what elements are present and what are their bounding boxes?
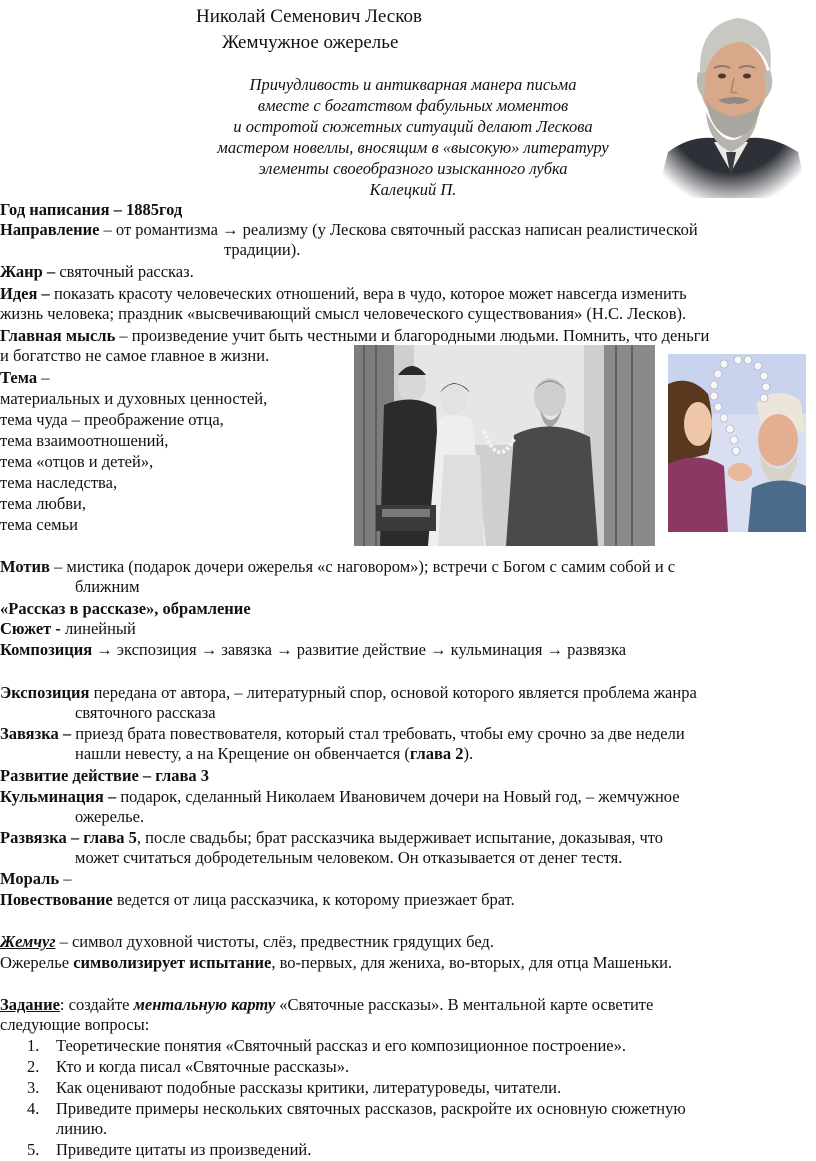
task-label: Задание bbox=[0, 995, 60, 1014]
denouement-line bbox=[0, 828, 663, 848]
genre-text: святочный рассказ. bbox=[55, 262, 194, 281]
tie-cont-end: ). bbox=[463, 744, 474, 763]
idea-label: Идея – bbox=[0, 284, 50, 303]
task-num: 4. bbox=[27, 1099, 40, 1118]
frame-line bbox=[0, 599, 251, 619]
task-text: Теоретические понятия «Святочный рассказ и его композиционное построение». bbox=[56, 1036, 626, 1055]
genre-line bbox=[0, 262, 194, 282]
motif-line bbox=[0, 557, 675, 577]
main-idea-text: – произведение учит быть честными и благородными людьми. Помнить, что деньги bbox=[115, 326, 710, 345]
year-text: Год написания – 1885год bbox=[0, 200, 183, 219]
theme-item: материальных и духовных ценностей, bbox=[0, 389, 268, 408]
author-portrait bbox=[648, 2, 814, 198]
task-mindmap: ментальную карту bbox=[133, 995, 276, 1014]
task-num: 5. bbox=[27, 1140, 40, 1159]
epigraph-line: вместе с богатством фабульных моментов bbox=[257, 96, 569, 115]
exposition-text: передана от автора, – литературный спор, основой которого является проблема жанра bbox=[89, 683, 697, 702]
moral-line bbox=[0, 869, 72, 889]
narration-label: Повествование bbox=[0, 890, 113, 909]
main-idea-cont: и богатство не самое главное в жизни. bbox=[0, 346, 270, 365]
climax-line bbox=[0, 787, 680, 807]
necklace-line bbox=[0, 953, 672, 973]
exposition-label: Экспозиция bbox=[0, 683, 90, 702]
exposition-cont: святочного рассказа bbox=[75, 703, 216, 722]
task-num: 3. bbox=[27, 1078, 40, 1097]
moral-label: Мораль bbox=[0, 869, 60, 888]
idea-line bbox=[0, 284, 687, 304]
tie-label: Завязка – bbox=[0, 724, 72, 743]
theme-dash: – bbox=[37, 368, 50, 387]
denouement-label: Развязка – глава 5 bbox=[0, 828, 137, 847]
illustration-scene bbox=[354, 345, 655, 546]
epigraph-line: мастером новеллы, вносящим в «высокую» литературу bbox=[217, 138, 609, 157]
exposition-line bbox=[0, 683, 697, 703]
plot-text: линейный bbox=[60, 619, 136, 638]
idea-cont: жизнь человека; праздник «высвечивающий смысл человеческого существования» (Н.С. Лесков). bbox=[0, 304, 687, 323]
direction-line bbox=[0, 220, 698, 240]
motif-label: Мотив bbox=[0, 557, 50, 576]
necklace-bold: символизирует испытание bbox=[73, 953, 272, 972]
pearl-text: – символ духовной чистоты, слёз, предвестник грядущих бед. bbox=[55, 932, 494, 951]
task-item bbox=[27, 1099, 686, 1119]
plot-label: Сюжет - bbox=[0, 619, 61, 638]
composition-text: → экспозиция → завязка → развитие действие → кульминация → развязка bbox=[92, 640, 627, 659]
denouement-cont: может считаться добродетельным человеком. Он отказывается от денег тестя. bbox=[75, 848, 623, 867]
plot-line bbox=[0, 619, 136, 639]
main-idea-label: Главная мысль bbox=[0, 326, 116, 345]
epigraph-author: Калецкий П. bbox=[369, 180, 457, 199]
author-name: Николай Семенович Лесков bbox=[196, 6, 422, 27]
task-list bbox=[27, 1036, 686, 1160]
theme-item: тема «отцов и детей», bbox=[0, 452, 154, 471]
climax-cont: ожерелье. bbox=[75, 807, 145, 826]
composition-label: Композиция bbox=[0, 640, 93, 659]
year-line bbox=[0, 200, 182, 220]
direction-cont: традиции). bbox=[224, 240, 301, 259]
direction-label: Направление bbox=[0, 220, 100, 239]
task-num: 1. bbox=[27, 1036, 40, 1055]
climax-text: подарок, сделанный Николаем Ивановичем дочери на Новый год, – жемчужное bbox=[116, 787, 680, 806]
composition-line bbox=[0, 640, 626, 660]
task-text: линию. bbox=[56, 1119, 108, 1138]
narration-line bbox=[0, 890, 515, 910]
task-intro-cont: следующие вопросы: bbox=[0, 1015, 150, 1034]
narration-text: ведется от лица рассказчика, к которому приезжает брат. bbox=[112, 890, 515, 909]
task-intro-end: «Святочные рассказы». В ментальной карте осветите bbox=[275, 995, 654, 1014]
epigraph bbox=[180, 74, 646, 200]
tie-chapter: глава 2 bbox=[409, 744, 464, 763]
motif-cont: ближним bbox=[75, 577, 140, 596]
denouement-text: , после свадьбы; брат рассказчика выдерживает испытание, доказывая, что bbox=[136, 828, 664, 847]
epigraph-line: элементы своеобразного изысканного лубка bbox=[258, 159, 568, 178]
frame-text: «Рассказ в рассказе», обрамление bbox=[0, 599, 251, 618]
pearl-line bbox=[0, 932, 494, 952]
theme-label: Тема bbox=[0, 368, 38, 387]
task-text: Приведите примеры нескольких святочных рассказов, раскройте их основную сюжетную bbox=[56, 1099, 686, 1118]
task-text: Приведите цитаты из произведений. bbox=[56, 1140, 312, 1159]
task-text: Как оценивают подобные рассказы критики, литературоведы, читатели. bbox=[56, 1078, 562, 1097]
theme-line bbox=[0, 368, 49, 388]
task-item bbox=[56, 1119, 686, 1140]
theme-item: тема чуда – преображение отца, bbox=[0, 410, 224, 429]
illustration-color bbox=[668, 354, 806, 532]
epigraph-line: и остротой сюжетных ситуаций делают Лескова bbox=[233, 117, 593, 136]
necklace-start: Ожерелье bbox=[0, 953, 74, 972]
task-text: Кто и когда писал «Святочные рассказы». bbox=[56, 1057, 350, 1076]
genre-label: Жанр – bbox=[0, 262, 56, 281]
development-text: Развитие действие – глава 3 bbox=[0, 766, 209, 785]
development-line bbox=[0, 766, 209, 786]
task-item bbox=[27, 1078, 686, 1099]
task-item bbox=[27, 1057, 686, 1078]
pearl-label: Жемчуг bbox=[0, 932, 56, 951]
task-item bbox=[27, 1036, 686, 1057]
idea-text: показать красоту человеческих отношений, вера в чудо, которое может навсегда изменить bbox=[49, 284, 687, 303]
theme-item: тема любви, bbox=[0, 494, 87, 513]
story-title: Жемчужное ожерелье bbox=[222, 32, 399, 53]
theme-item: тема наследства, bbox=[0, 473, 118, 492]
tie-cont-text: нашли невесту, а на Крещение он обвенчается ( bbox=[75, 744, 410, 763]
moral-text: – bbox=[59, 869, 72, 888]
tie-line bbox=[0, 724, 685, 744]
tie-text: приезд брата повествователя, который стал требовать, чтобы ему срочно за две недели bbox=[71, 724, 685, 743]
task-item bbox=[27, 1140, 686, 1160]
main-idea-line bbox=[0, 326, 709, 346]
epigraph-line: Причудливость и антикварная манера письма bbox=[249, 75, 577, 94]
theme-item: тема взаимоотношений, bbox=[0, 431, 169, 450]
climax-label: Кульминация – bbox=[0, 787, 117, 806]
direction-text: – от романтизма → реализму (у Лескова святочный рассказ написан реалистической bbox=[99, 220, 698, 239]
tie-cont bbox=[75, 744, 473, 764]
motif-text: – мистика (подарок дочери ожерелья «с наговором»); встречи с Богом с самим собой и с bbox=[49, 557, 676, 576]
necklace-end: , во-первых, для жениха, во-вторых, для отца Машеньки. bbox=[271, 953, 673, 972]
task-num: 2. bbox=[27, 1057, 40, 1076]
theme-item: тема семьи bbox=[0, 515, 78, 534]
task-intro: : создайте bbox=[59, 995, 134, 1014]
task-line bbox=[0, 995, 653, 1015]
